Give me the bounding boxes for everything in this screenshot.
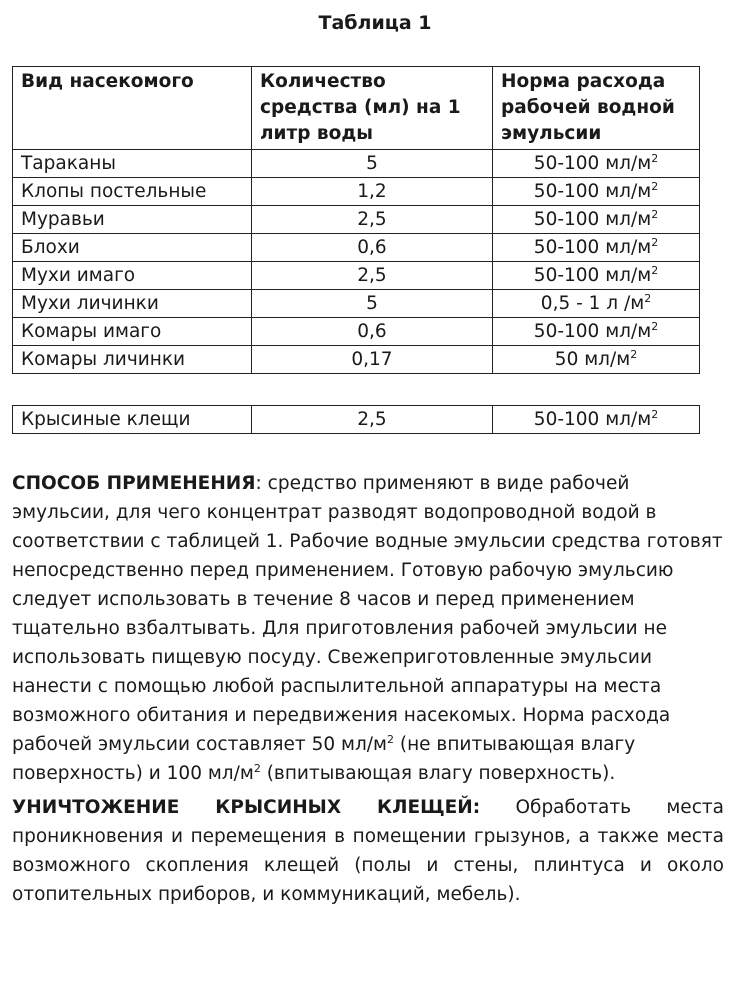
table-row (13, 150, 700, 178)
cell-rate (493, 346, 700, 374)
cell-amount: 5 (252, 150, 493, 178)
table-row (13, 290, 700, 318)
cell-amount: 0,6 (252, 234, 493, 262)
rate-text: 50-100 мл/м (533, 152, 652, 174)
header-insect: Вид насекомого (13, 67, 252, 150)
rate-sup: 2 (651, 151, 659, 165)
rate-text: 50 мл/м (554, 348, 631, 370)
cell-rate (493, 318, 700, 346)
cell-insect: Тараканы (13, 150, 252, 178)
usage-label: СПОСОБ ПРИМЕНЕНИЯ (12, 473, 256, 494)
rate-text: 50-100 мл/м (533, 208, 652, 230)
cell-rate (493, 234, 700, 262)
usage-paragraph (12, 469, 724, 788)
cell-insect: Комары личинки (13, 346, 252, 374)
cell-insect: Комары имаго (13, 318, 252, 346)
cell-rate (493, 262, 700, 290)
cell-amount: 2,5 (252, 206, 493, 234)
header-amount: Количество средства (мл) на 1 литр воды (252, 67, 493, 150)
rate-sup: 2 (644, 291, 652, 305)
cell-insect: Крысиные клещи (13, 406, 252, 434)
rate-text: 50-100 мл/м (533, 180, 652, 202)
cell-amount: 2,5 (252, 406, 493, 434)
rate-text: 50-100 мл/м (533, 408, 652, 430)
rate-sup: 2 (651, 263, 659, 277)
rate-text: 50-100 мл/м (533, 320, 652, 342)
rate-text: 0,5 - 1 л /м (540, 292, 645, 314)
rate-sup: 2 (651, 207, 659, 221)
cell-rate (493, 150, 700, 178)
header-rate: Норма расхода рабочей водной эмульсии (493, 67, 700, 150)
table-header-row (13, 67, 700, 150)
dosage-table (12, 66, 700, 374)
cell-insect: Клопы постельные (13, 178, 252, 206)
table-title: Таблица 1 (318, 12, 432, 34)
cell-insect: Блохи (13, 234, 252, 262)
usage-text-b: (не впитывающая влагу поверхность) и 100 мл/м (12, 734, 636, 784)
table-row (13, 262, 700, 290)
usage-sup-b: 2 (253, 762, 261, 775)
rate-text: 50-100 мл/м (533, 264, 652, 286)
cell-rate (493, 206, 700, 234)
cell-amount: 2,5 (252, 262, 493, 290)
table-row (13, 406, 700, 434)
cell-amount: 5 (252, 290, 493, 318)
cell-rate (493, 406, 700, 434)
cell-insect: Мухи личинки (13, 290, 252, 318)
ticks-text: Обработать места проникновения и перемещения в помещении грызунов, а также места возможного скопления клещей (полы и стены, плинтуса и около отопительных приборов, и коммуникаций, мебель). (12, 797, 724, 905)
cell-amount: 0,17 (252, 346, 493, 374)
table-row (13, 318, 700, 346)
ticks-paragraph (12, 793, 724, 909)
rate-sup: 2 (651, 179, 659, 193)
rate-sup: 2 (651, 407, 659, 421)
usage-sup-a: 2 (386, 733, 394, 746)
usage-text-c: (впитывающая влагу поверхность). (260, 763, 616, 784)
cell-rate (493, 178, 700, 206)
usage-text-a: : средство применяют в виде рабочей эмульсии, для чего концентрат разводят водопроводной водой в соответствии с таблицей 1. Рабочие водные эмульсии средства готовят непосредственно перед применением. Готовую рабочую эмульсию следует использовать в течение 8 часов и перед применением тщательно взбалтывать. Для приготовления рабочей эмульсии не использовать пищевую посуду. Свежеприготовленные эмульсии нанести с помощью любой распылительной аппаратуры на места возможного обитания и передвижения насекомых. Норма расхода рабочей эмульсии составляет 50 мл/м (12, 473, 723, 755)
table-row (13, 178, 700, 206)
table-row (13, 206, 700, 234)
table-row (13, 346, 700, 374)
cell-insect: Мухи имаго (13, 262, 252, 290)
cell-amount: 1,2 (252, 178, 493, 206)
rate-sup: 2 (651, 319, 659, 333)
table-row (13, 234, 700, 262)
cell-insect: Муравьи (13, 206, 252, 234)
rate-sup: 2 (630, 347, 638, 361)
cell-amount: 0,6 (252, 318, 493, 346)
cell-rate (493, 290, 700, 318)
ticks-label: УНИЧТОЖЕНИЕ КРЫСИНЫХ КЛЕЩЕЙ: (12, 797, 481, 818)
ticks-table (12, 405, 700, 434)
rate-text: 50-100 мл/м (533, 236, 652, 258)
rate-sup: 2 (651, 235, 659, 249)
